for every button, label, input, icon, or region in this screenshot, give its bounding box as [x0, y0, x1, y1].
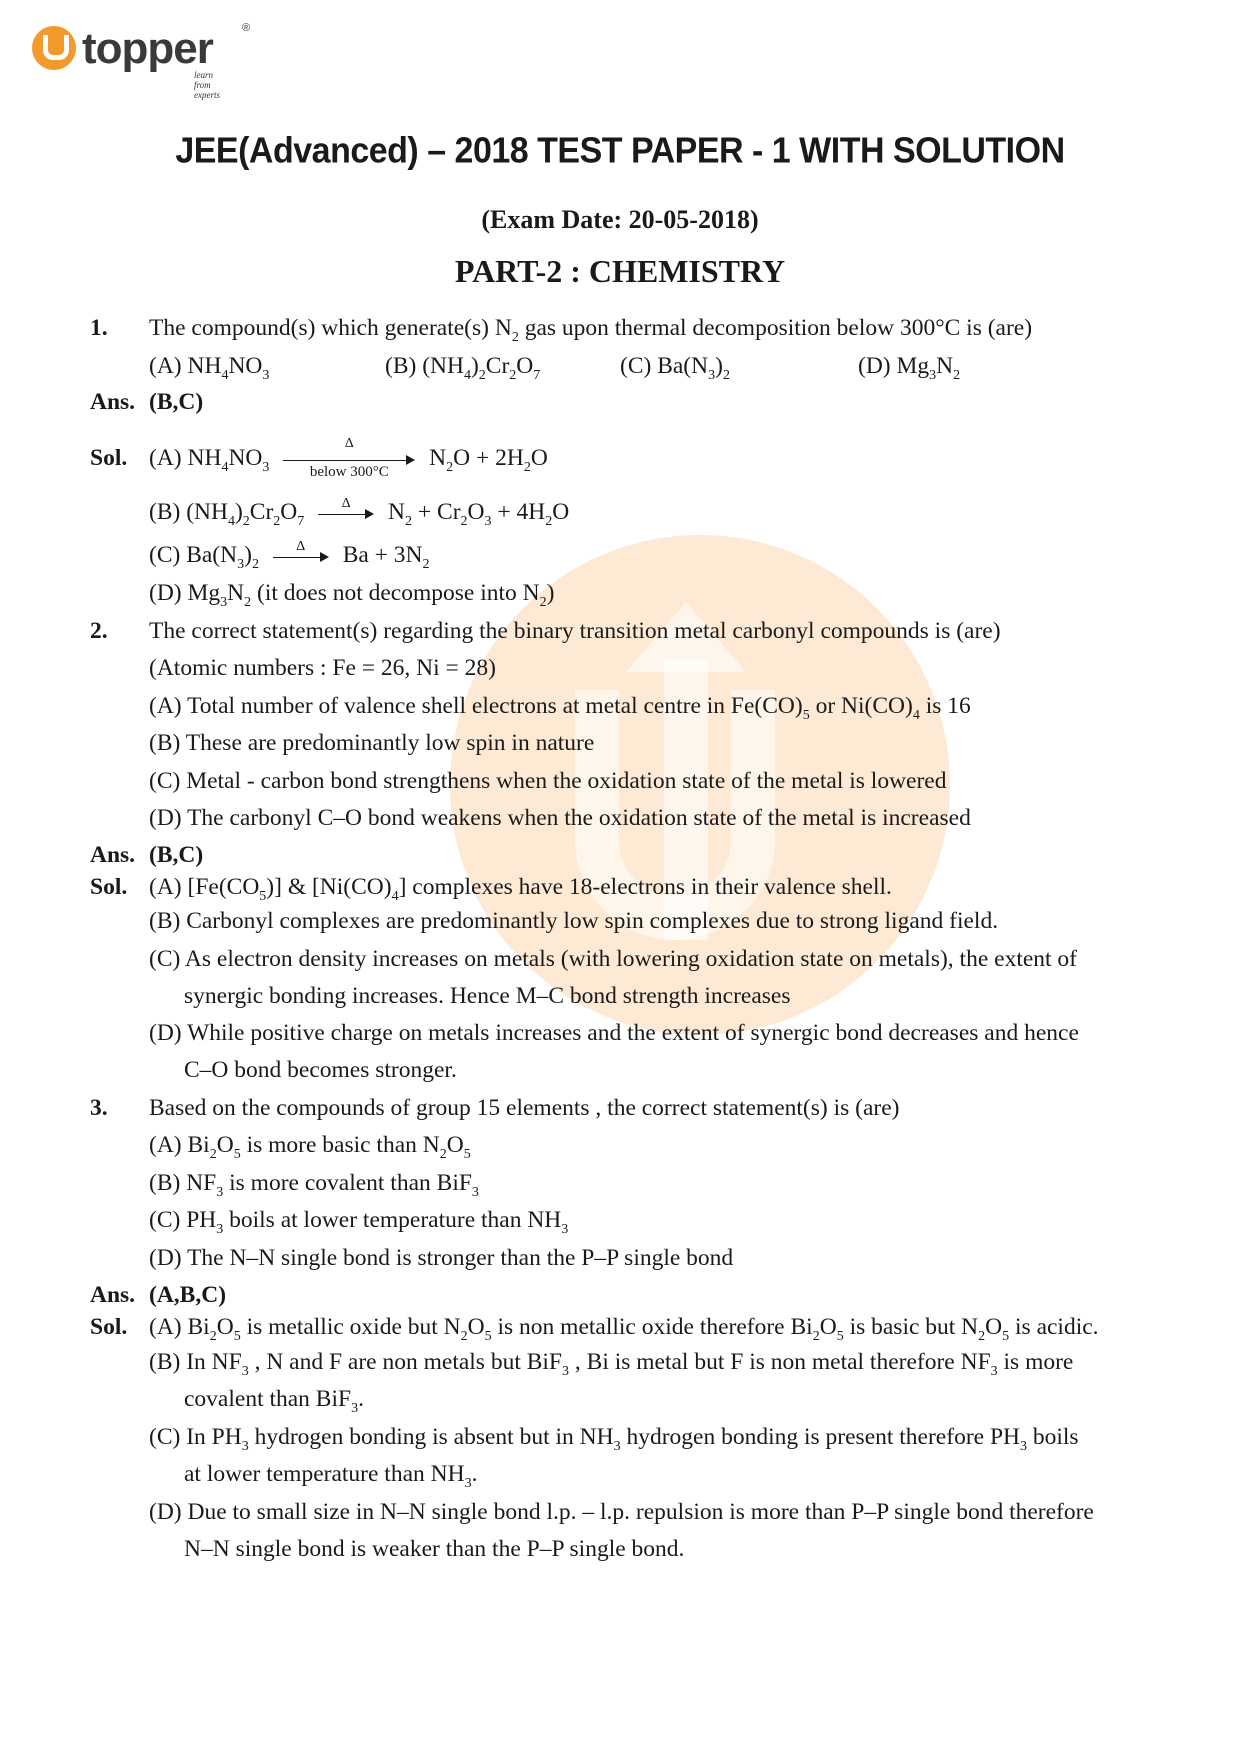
question-number: 1. — [90, 315, 108, 341]
option-d: (D) The carbonyl C–O bond weakens when the oxidation state of the metal is increased — [149, 805, 971, 831]
page-title: JEE(Advanced) – 2018 TEST PAPER - 1 WITH SOLUTION — [175, 131, 1065, 171]
question-number: 3. — [90, 1095, 108, 1121]
answer-label: Ans. — [90, 842, 136, 868]
part-heading: PART-2 : CHEMISTRY — [454, 253, 786, 289]
registered-mark: ® — [242, 22, 251, 34]
exam-date: (Exam Date: 20-05-2018) — [481, 205, 759, 234]
answer-value: (B,C) — [149, 389, 204, 415]
question-text: Based on the compounds of group 15 elements , the correct statement(s) is (are) — [149, 1095, 900, 1121]
brand-name: topper — [82, 24, 213, 73]
question-text: The compound(s) which generate(s) $N_2$ gas upon thermal decomposition below 300°C is (are) — [149, 315, 1033, 345]
solution-b: (B) In $NF_3$ , N and F are non metals but BiF$_3$ , Bi is metal but F is non metal therefore $NF_3$ is more — [149, 1349, 1074, 1379]
option-d: (D) The N–N single bond is stronger than the P–P single bond — [149, 1245, 734, 1271]
solution-c: (C) As electron density increases on metals (with lowering oxidation state on metals), the extent of — [149, 946, 1078, 972]
solution-a: (A) $NH_4NO_3$ Δ below 300°C $N_2O + 2H_2O$ — [149, 435, 548, 480]
solution-label: Sol. — [90, 874, 128, 900]
solution-b-cont: covalent than BiF$_3$. — [184, 1386, 364, 1416]
solution-c-cont: synergic bonding increases. Hence M–C bond strength increases — [184, 983, 791, 1009]
solution-d: (D) While positive charge on metals increases and the extent of synergic bond decreases and hence — [149, 1020, 1079, 1046]
solution-d-cont: C–O bond becomes stronger. — [184, 1057, 457, 1083]
solution-label: Sol. — [90, 1314, 128, 1340]
option-b: (B) These are predominantly low spin in nature — [149, 730, 595, 756]
answer-value: (A,B,C) — [149, 1282, 227, 1308]
option-a: (A) $NH_4NO_3$ — [149, 353, 270, 383]
option-a: (A) Total number of valence shell electrons at metal centre in $Fe(CO)_5$ or $Ni(CO)_4$ is 16 — [149, 693, 971, 723]
solution-label: Sol. — [90, 445, 128, 471]
question-text: The correct statement(s) regarding the binary transition metal carbonyl compounds is (are) — [149, 618, 1001, 644]
solution-c: (C) $Ba(N_3)_2$ Δ $Ba + 3N_2$ — [149, 538, 430, 572]
option-b: (B) $(NH_4)_2Cr_2O_7$ — [385, 353, 541, 383]
solution-d-cont: N–N single bond is weaker than the P–P single bond. — [184, 1536, 685, 1562]
option-a: (A) $Bi_2O_5$ is more basic than $N_2O_5$ — [149, 1132, 471, 1162]
solution-b: (B) $(NH_4)_2Cr_2O_7$ Δ $N_2 + Cr_2O_3 + 4H_2O$ — [149, 495, 570, 529]
solution-a: (A) $[Fe(CO_5)]$ & $[Ni(CO)_4]$ complexes have 18-electrons in their valence shell. — [149, 874, 892, 904]
solution-b: (B) Carbonyl complexes are predominantly low spin complexes due to strong ligand field. — [149, 908, 999, 934]
answer-label: Ans. — [90, 389, 136, 415]
option-c: (C) Metal - carbon bond strengthens when the oxidation state of the metal is lowered — [149, 768, 947, 794]
reaction-arrow: Δ — [273, 542, 329, 572]
solution-d: (D) Due to small size in N–N single bond l.p. – l.p. repulsion is more than P–P single bond therefore — [149, 1499, 1094, 1525]
option-d: (D) $Mg_3N_2$ — [858, 353, 961, 383]
solution-d: (D) $Mg_3N_2$ (it does not decompose into $N_2$) — [149, 580, 555, 610]
answer-label: Ans. — [90, 1282, 136, 1308]
atomic-numbers: (Atomic numbers : Fe = 26, Ni = 28) — [149, 655, 496, 681]
option-b: (B) $NF_3$ is more covalent than BiF$_3$ — [149, 1170, 479, 1200]
reaction-arrow: Δ below 300°C — [283, 445, 415, 475]
option-c: (C) $Ba(N_3)_2$ — [620, 353, 730, 383]
brand-tagline: learn from experts — [194, 70, 220, 100]
solution-c-cont: at lower temperature than $NH_3$. — [184, 1461, 478, 1491]
question-number: 2. — [90, 618, 108, 644]
answer-value: (B,C) — [149, 842, 204, 868]
solution-a: (A) $Bi_2O_5$ is metallic oxide but $N_2O_5$ is non metallic oxide therefore $Bi_2O_5$ is basic but $N_2O_5$ is acidic. — [149, 1314, 1099, 1344]
solution-c: (C) In $PH_3$ hydrogen bonding is absent but in $NH_3$ hydrogen bonding is present therefore $PH_3$ boils — [149, 1424, 1079, 1454]
option-c: (C) $PH_3$ boils at lower temperature than $NH_3$ — [149, 1207, 569, 1237]
u-logo-icon — [32, 26, 76, 70]
reaction-arrow: Δ — [318, 499, 374, 529]
